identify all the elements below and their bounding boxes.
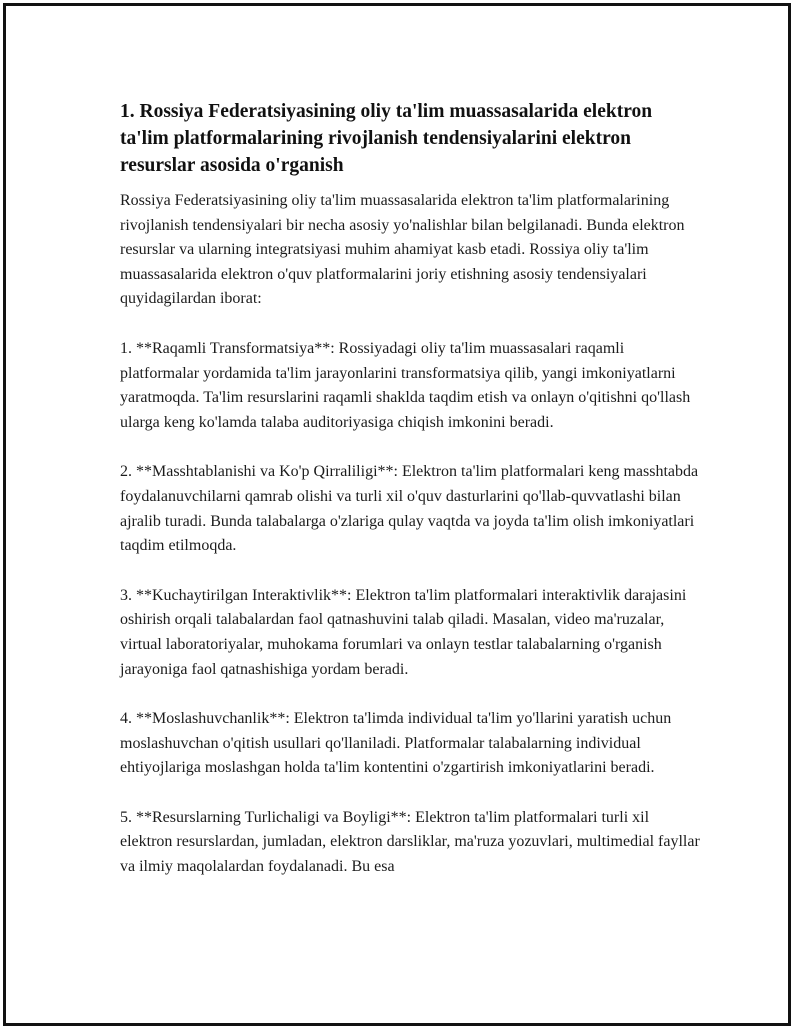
list-item-resurslar-turlichaligi: 5. **Resurslarning Turlichaligi va Boyligi**: Elektron ta'lim platformalari turli xil elektron resurslardan, jumladan, elektron darsliklar, ma'ruza yozuvlari, multimedial fayllar va ilmiy maqolalardan foydalanadi. Bu esa	[120, 808, 700, 876]
page-frame	[3, 3, 791, 1026]
list-item-moslashuvchanlik: 4. **Moslashuvchanlik**: Elektron ta'limda individual ta'lim yo'llarini yaratish uchun moslashuvchan o'qitish usullari qo'llaniladi. Platformalar talabalarning individual ehtiyojlariga moslashgan holda ta'lim kontentini o'zgartirish imkoniyatlarini beradi.	[120, 710, 672, 777]
list-item-interaktivlik: 3. **Kuchaytirilgan Interaktivlik**: Elektron ta'lim platformalari interaktivlik darajasini oshirish orqali talabalardan faol qatnashuvini talab qiladi. Masalan, video ma'ruzalar, virtual laboratoriyalar, muhokama forumlari va onlayn testlar talabalarning o'rganish jarayoniga faol qatnashishiga yordam beradi.	[120, 586, 687, 678]
document-content	[120, 98, 700, 880]
list-item-masshtablanishi: 2. **Masshtablanishi va Ko'p Qirraliligi**: Elektron ta'lim platformalari keng masshtabda foydalanuvchilarni qamrab olishi va turli xil o'quv dasturlarini qo'llab-quvvatlashi bilan ajralib turadi. Bunda talabalarga o'zlariga qulay vaqtda va joyda ta'lim olish imkoniyatlari taqdim etilmoqda.	[120, 463, 699, 555]
list-item-raqamli-transformatsiya: 1. **Raqamli Transformatsiya**: Rossiyadagi oliy ta'lim muassasalari raqamli platformalar yordamida ta'lim jarayonlarini transformatsiya qilib, yangi imkoniyatlarni yaratmoqda. Ta'lim resurslarini raqamli shaklda taqdim etish va onlayn o'qitishni qo'llash ularga keng ko'lamda talaba auditoriyasiga chiqish imkonini beradi.	[120, 339, 691, 431]
document-title: 1. Rossiya Federatsiyasining oliy ta'lim muassasalarida elektron ta'lim platformalarining rivojlanish tendensiyalarini elektron resurslar asosida o'rganish	[120, 101, 653, 176]
document-body	[120, 189, 700, 880]
intro-paragraph: Rossiya Federatsiyasining oliy ta'lim muassasalarida elektron ta'lim platformalarining rivojlanish tendensiyalari bir necha asosiy yo'nalishlar bilan belgilanadi. Bunda elektron resurslar va ularning integratsiyasi muhim ahamiyat kasb etadi. Rossiya oliy ta'lim muassasalarida elektron o'quv platformalarini joriy etishning asosiy tendensiyalari quyidagilardan iborat:	[120, 192, 685, 308]
